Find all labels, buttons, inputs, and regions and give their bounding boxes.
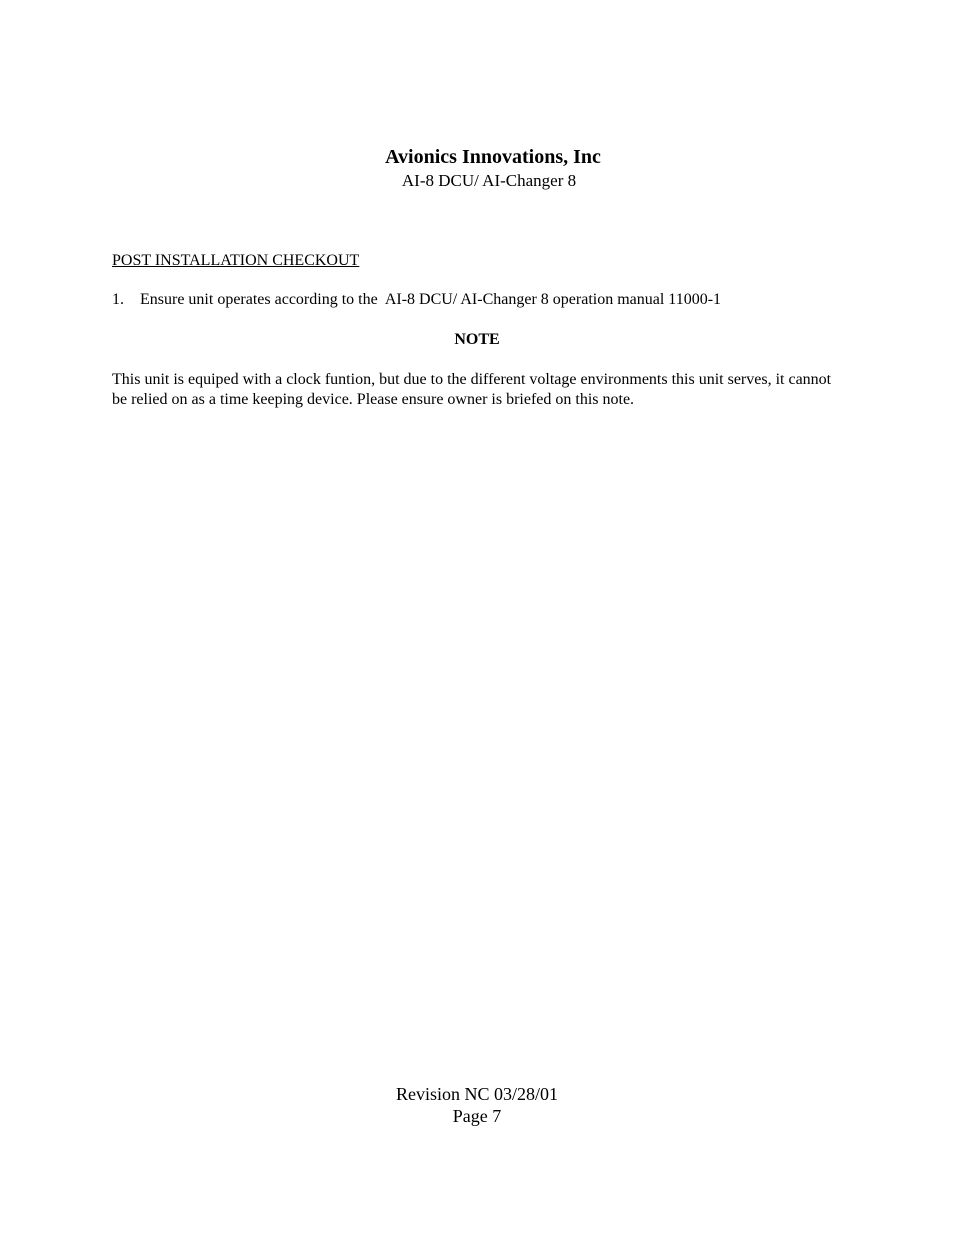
section-heading: POST INSTALLATION CHECKOUT — [112, 252, 360, 269]
company-name: Avionics Innovations, Inc — [385, 146, 601, 168]
footer-revision: Revision NC 03/28/01 — [395, 1084, 558, 1104]
note-heading: NOTE — [454, 331, 500, 348]
list-item-text: Ensure unit operates according to the AI-8 DCU/ AI-Changer 8 operation manual 11000-1 — [140, 291, 722, 308]
list-item-number: 1. — [112, 291, 124, 308]
footer-page-number: Page 7 — [452, 1106, 502, 1126]
product-name: AI-8 DCU/ AI-Changer 8 — [401, 171, 577, 190]
list-item — [112, 290, 721, 310]
note-body: This unit is equiped with a clock funtion, but due to the different voltage environments this unit serves, it cannot be relied on as a time keeping device. Please ensure owner is briefed on this note. — [112, 371, 832, 408]
